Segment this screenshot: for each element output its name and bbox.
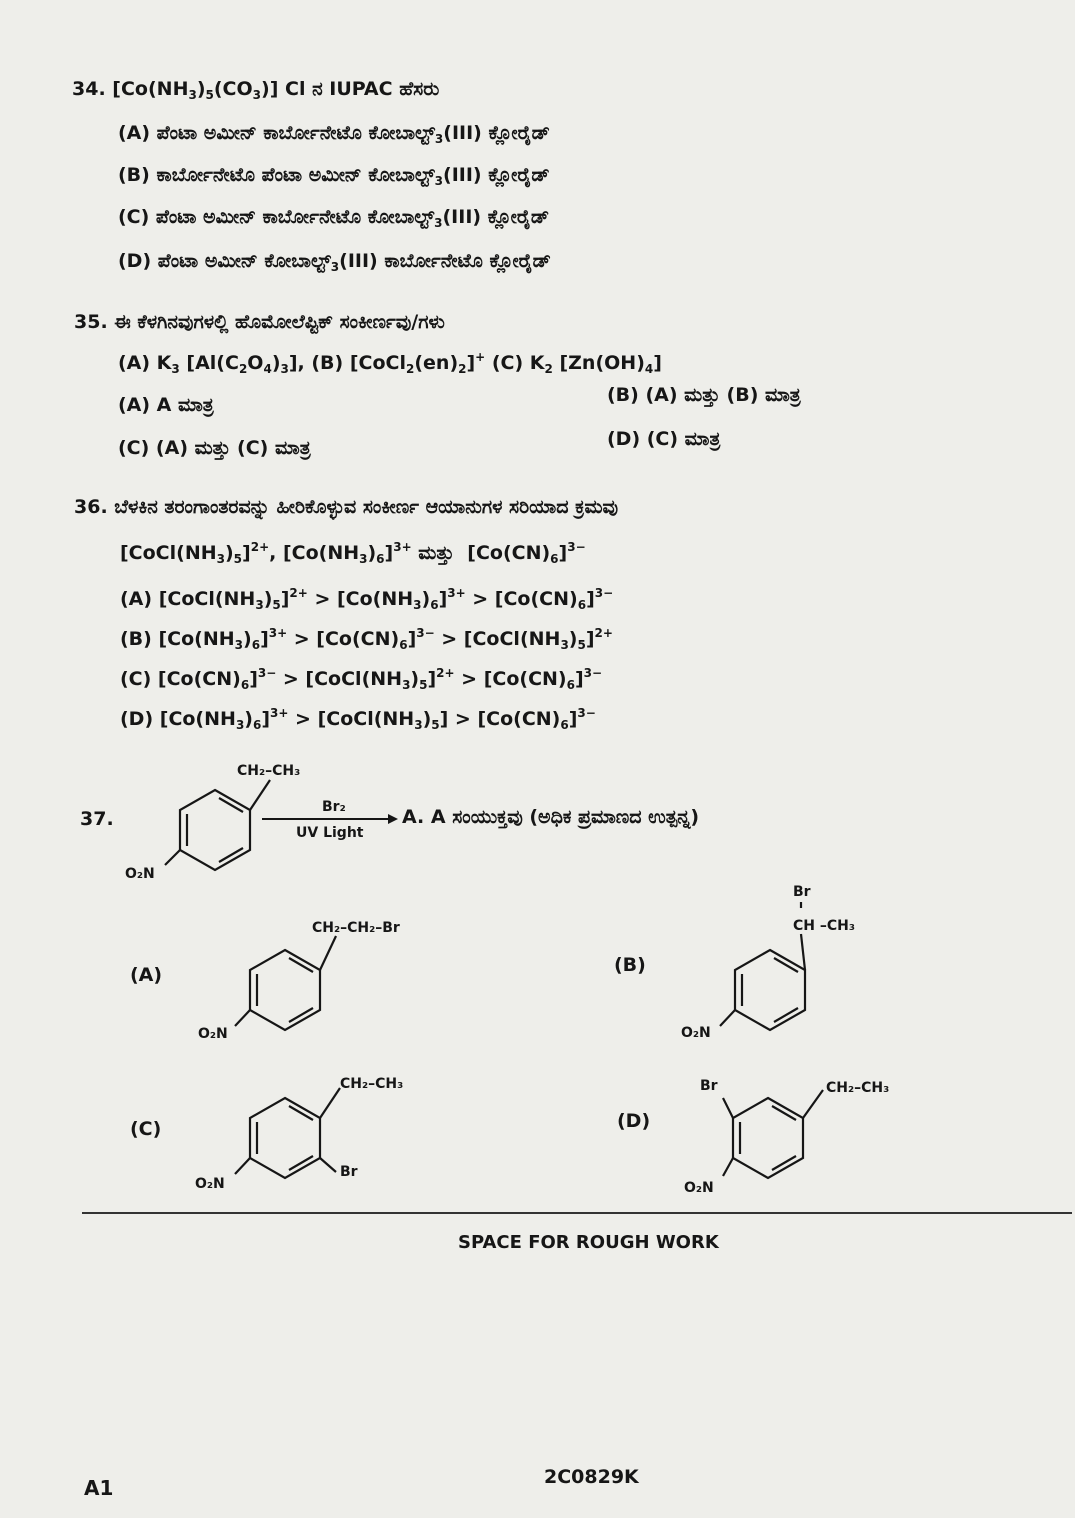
svg-text:CH₂–CH₃: CH₂–CH₃ <box>826 1080 890 1096</box>
svg-text:O₂N: O₂N <box>125 866 155 882</box>
svg-text:CH₂–CH₂–Br: CH₂–CH₂–Br <box>312 920 400 936</box>
svg-text:Br: Br <box>700 1078 718 1094</box>
paper-set: A1 <box>84 1476 114 1500</box>
q36-stem: 36. ಬೆಳಕಿನ ತರಂಗಾಂತರವನ್ನು ಹೀರಿಕೊಳ್ಳುವ ಸಂಕೀರ್ಣ ಆಯಾನುಗಳ ಸರಿಯಾದ ಕ್ರಮವು <box>74 496 619 518</box>
svg-text:O₂N: O₂N <box>198 1026 228 1042</box>
q35-compounds: (A) $K_3$ $[Al(C_2O_4)_3]$, (B) $[CoCl_2(en)_2]^+$ (C) $K_2$ $[Zn(OH)_4]$ <box>118 350 662 376</box>
q37-option-d-structure <box>678 1068 918 1198</box>
svg-text:O₂N: O₂N <box>684 1180 714 1196</box>
q35-option-d: (D) (C) ಮಾತ್ರ <box>607 428 721 450</box>
svg-text:CH₂–CH₃: CH₂–CH₃ <box>340 1076 404 1092</box>
q36-option-b: (B) $[Co(NH_3)_6]^{3+} > [Co(CN)_6]^{3-}$ > $[CoCl(NH_3)_5]^{2+}$ <box>120 626 613 652</box>
q35-option-c: (C) (A) ಮತ್ತು (C) ಮಾತ್ರ <box>118 437 311 459</box>
rough-work-heading: SPACE FOR ROUGH WORK <box>458 1232 719 1253</box>
q34-option-c: (C) ಪೆಂಟಾ ಅಮೀನ್ ಕಾರ್ಬೋನೇಟೊ $ಕೋಬಾಲ್ಟ್_3(III)$ ಕ್ಲೋರೈಡ್ <box>118 206 550 230</box>
reaction-arrow <box>262 812 402 826</box>
svg-text:Br: Br <box>340 1164 358 1180</box>
svg-text:CH₂–CH₃: CH₂–CH₃ <box>237 763 301 779</box>
q35-option-a: (A) A ಮಾತ್ರ <box>118 394 214 416</box>
q37-number: 37. <box>80 808 114 830</box>
q37-condition: UV Light <box>296 825 364 841</box>
q37-option-c-structure <box>190 1068 440 1198</box>
q34-stem: 34. $[Co(NH_3)_5(CO_3)]$ Cl ನ IUPAC ಹೆಸರು <box>72 78 440 102</box>
q34-option-b: (B) ಕಾರ್ಬೋನೇಟೊ ಪೆಂಟಾ ಅಮೀನ್ $ಕೋಬಾಲ್ಟ್_3(III)$ ಕ್ಲೋರೈಡ್ <box>118 164 550 188</box>
q37-product-text: A. A ಸಂಯುಕ್ತವು (ಅಧಿಕ ಪ್ರಮಾಣದ ಉತ್ಪನ್ನ) <box>402 806 700 828</box>
q36-option-a: (A) $[CoCl(NH_3)_5]^{2+} > [Co(NH_3)_6]^{3+} > [Co(CN)_6]^{3-}$ <box>120 586 614 612</box>
q37-option-b-structure <box>675 880 895 1045</box>
q37-option-b-label: (B) <box>614 954 646 976</box>
q37-reagent: Br₂ <box>322 799 346 815</box>
q36-complexes: $[CoCl(NH_3)_5]^{2+}$, $[Co(NH_3)_6]^{3+}$ ಮತ್ತು $[Co(CN)_6]^{3-}$ <box>120 540 586 566</box>
q37-option-a-structure <box>190 912 440 1047</box>
svg-text:O₂N: O₂N <box>681 1025 711 1041</box>
svg-text:Br: Br <box>793 884 811 900</box>
svg-text:O₂N: O₂N <box>195 1176 225 1192</box>
q34-option-d: (D) ಪೆಂಟಾ ಅಮೀನ್ $ಕೋಬಾಲ್ಟ್_3(III)$ ಕಾರ್ಬೋನೇಟೊ ಕ್ಲೋರೈಡ್ <box>118 250 551 274</box>
q36-number: 36. <box>74 496 108 518</box>
q34-number: 34. <box>72 78 106 100</box>
q35-option-b: (B) (A) ಮತ್ತು (B) ಮಾತ್ರ <box>607 384 801 406</box>
paper-code: 2C0829K <box>544 1466 639 1488</box>
q36-option-d: (D) $[Co(NH_3)_6]^{3+}$ > $[CoCl(NH_3)_5] > [Co(CN)_6]^{3-}$ <box>120 706 596 732</box>
q37-option-c-label: (C) <box>130 1118 162 1140</box>
rough-work-divider <box>82 1212 1072 1214</box>
q34-option-a: (A) ಪೆಂಟಾ ಅಮೀನ್ ಕಾರ್ಬೋನೇಟೊ $ಕೋಬಾಲ್ಟ್_3(III)$ ಕ್ಲೋರೈಡ್ <box>118 122 550 146</box>
q36-option-c: (C) $[Co(CN)_6]^{3-}$ > $[CoCl(NH_3)_5]^{2+} > [Co(CN)_6]^{3-}$ <box>120 666 603 692</box>
q35-number: 35. <box>74 311 108 333</box>
q37-option-d-label: (D) <box>617 1110 651 1132</box>
q37-option-a-label: (A) <box>130 964 163 986</box>
q35-stem: 35. ಈ ಕೆಳಗಿನವುಗಳಲ್ಲಿ ಹೊಮೋಲೆಪ್ಟಿಕ್ ಸಂಕೀರ್ಣವು/ಗಳು <box>74 311 445 333</box>
svg-text:CH –CH₃: CH –CH₃ <box>793 918 855 934</box>
